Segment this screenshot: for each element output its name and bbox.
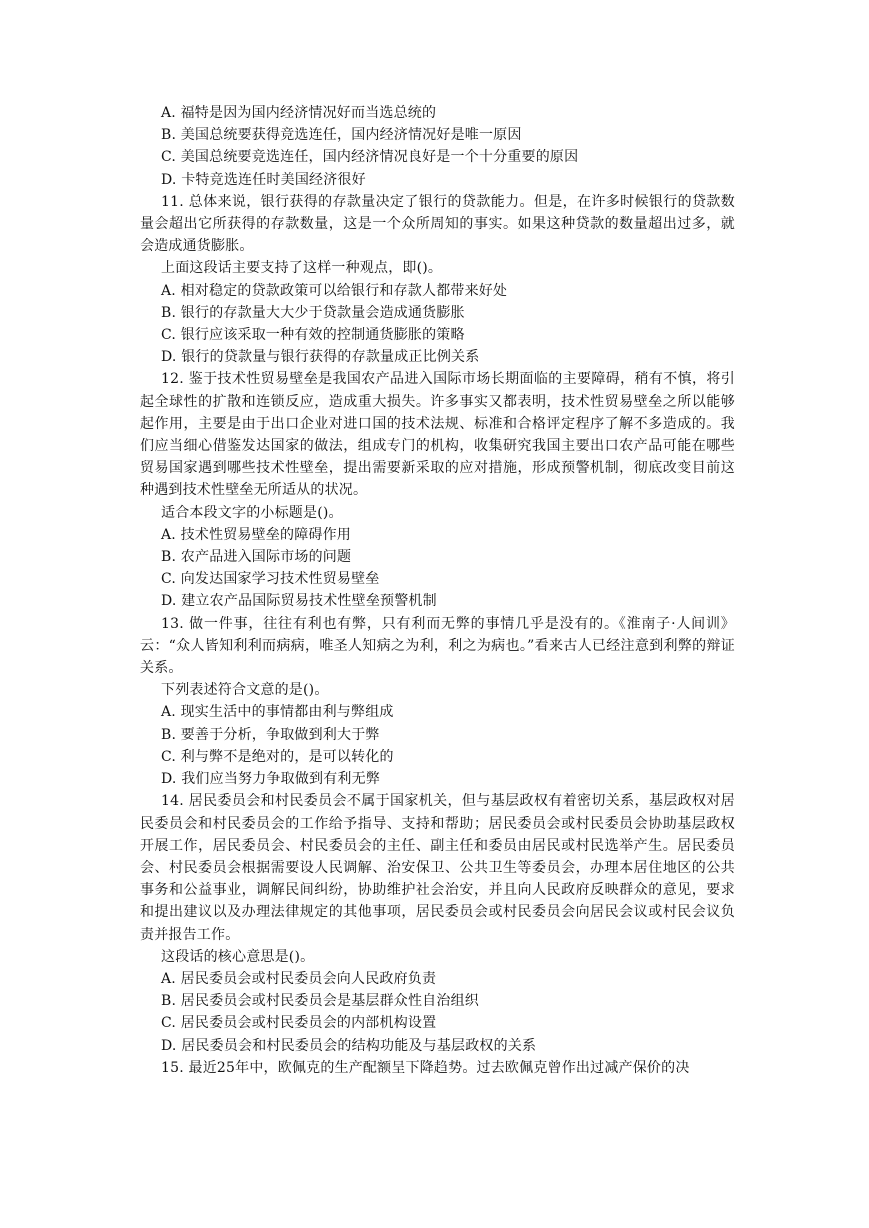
question-stem: 11. 总体来说，银行获得的存款量决定了银行的贷款能力。但是，在许多时候银行的贷款数量会超出它所获得的存款数量，这是一个众所周知的事实。如果这种贷款的数量超出过多，就会造成通货膨胀。 — [140, 193, 735, 255]
option-c: C. 美国总统要竞选连任，国内经济情况良好是一个十分重要的原因 — [161, 149, 579, 166]
question-stem: 15. 最近25年中，欧佩克的生产配额呈下降趋势。过去欧佩克曾作出过减产保价的决 — [161, 1059, 690, 1076]
question-prompt: 下列表述符合文意的是()。 — [161, 682, 329, 699]
option-d: D. 建立农产品国际贸易技术性壁垒预警机制 — [161, 593, 437, 610]
option-a: A. 现实生活中的事情都由利与弊组成 — [161, 704, 394, 721]
option-b: B. 农产品进入国际市场的问题 — [161, 549, 352, 566]
option-b: B. 要善于分析，争取做到利大于弊 — [161, 726, 380, 743]
option-c: C. 居民委员会或村民委员会的内部机构设置 — [161, 1015, 437, 1032]
option-b: B. 美国总统要获得竞选连任，国内经济情况好是唯一原因 — [161, 127, 522, 144]
question-10-options — [140, 102, 735, 191]
question-15 — [140, 1057, 735, 1079]
question-prompt: 这段话的核心意思是()。 — [161, 948, 315, 965]
option-d: D. 居民委员会和村民委员会的结构功能及与基层政权的关系 — [161, 1037, 537, 1054]
question-prompt: 上面这段话主要支持了这样一种观点，即()。 — [161, 260, 443, 277]
question-prompt: 适合本段文字的小标题是()。 — [161, 504, 343, 521]
question-11 — [140, 191, 735, 369]
document-page — [140, 102, 735, 1079]
question-13 — [140, 613, 735, 791]
option-a: A. 居民委员会或村民委员会向人民政府负责 — [161, 970, 437, 987]
question-14 — [140, 790, 735, 1056]
option-d: D. 我们应当努力争取做到有利无弊 — [161, 771, 381, 788]
option-b: B. 银行的存款量大大少于贷款量会造成通货膨胀 — [161, 304, 465, 321]
option-d: D. 银行的贷款量与银行获得的存款量成正比例关系 — [161, 349, 480, 366]
option-d: D. 卡特竞选连任时美国经济很好 — [161, 171, 366, 188]
question-stem: 14. 居民委员会和村民委员会不属于国家机关，但与基层政权有着密切关系，基层政权对居民委员会和村民委员会的工作给予指导、支持和帮助；居民委员会或村民委员会协助基层政权开展工作，居民委员会、村民委员会的主任、副主任和委员由居民或村民选举产生。居民委员会、村民委员会根据需要设人民调解、治安保卫、公共卫生等委员会，办理本居住地区的公共事务和公益事业，调解民间纠纷，协助维护社会治安，并且向人民政府反映群众的意见，要求和提出建议以及办理法律规定的其他事项，居民委员会或村民委员会向居民会议或村民会议负责并报告工作。 — [140, 793, 735, 943]
option-c: C. 利与弊不是绝对的，是可以转化的 — [161, 748, 394, 765]
option-a: A. 相对稳定的贷款政策可以给银行和存款人都带来好处 — [161, 282, 508, 299]
option-c: C. 向发达国家学习技术性贸易壁垒 — [161, 571, 380, 588]
question-12 — [140, 368, 735, 612]
option-a: A. 福特是因为国内经济情况好而当选总统的 — [161, 105, 437, 121]
option-b: B. 居民委员会或村民委员会是基层群众性自治组织 — [161, 993, 479, 1010]
question-stem: 12. 鉴于技术性贸易壁垒是我国农产品进入国际市场长期面临的主要障碍，稍有不慎，将引起全球性的扩散和连锁反应，造成重大损失。许多事实又都表明，技术性贸易壁垒之所以能够起作用，主要是由于出口企业对进口国的技术法规、标准和合格评定程序了解不多造成的。我们应当细心借鉴发达国家的做法，组成专门的机构，收集研究我国主要出口农产品可能在哪些贸易国家遇到哪些技术性壁垒，提出需要新采取的应对措施，形成预警机制，彻底改变目前这种遇到技术性壁垒无所适从的状况。 — [140, 371, 735, 499]
question-stem: 13. 做一件事，往往有利也有弊，只有利而无弊的事情几乎是没有的。《淮南子·人间训》云：“众人皆知利利而病病，唯圣人知病之为利，利之为病也。”看来古人已经注意到利弊的辩证关系。 — [140, 615, 735, 677]
option-c: C. 银行应该采取一种有效的控制通货膨胀的策略 — [161, 327, 465, 344]
option-a: A. 技术性贸易壁垒的障碍作用 — [161, 526, 352, 543]
